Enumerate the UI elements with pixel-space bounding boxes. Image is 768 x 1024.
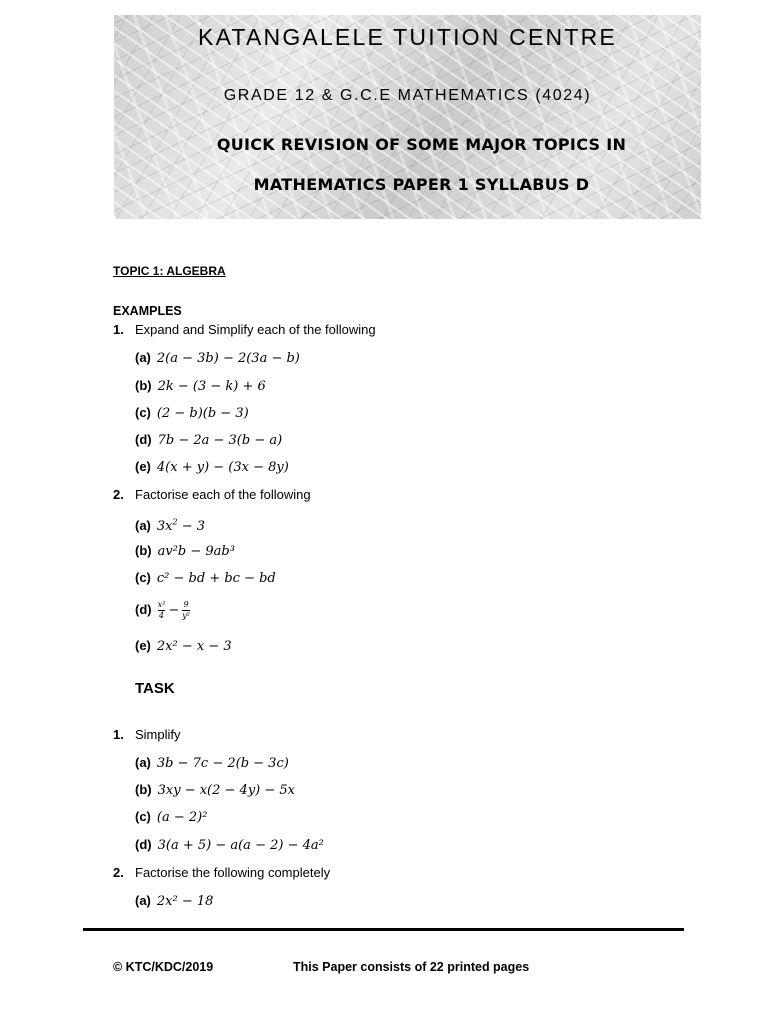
- question-instruction: Factorise the following completely: [135, 865, 331, 880]
- footer-divider: [83, 928, 684, 931]
- fraction-x-squared-over-4: $\frac{\text{x²}}{4}$: [157, 600, 166, 621]
- math-expression: (2 − b)(b − 3): [156, 406, 249, 421]
- example-1a: [135, 350, 300, 367]
- math-expression: $3x^2 - 3$: [156, 518, 206, 535]
- example-1e: [135, 459, 289, 476]
- footer-copyright: © KTC/KDC/2019: [113, 960, 214, 974]
- item-label: (c): [135, 570, 151, 585]
- item-label: (b): [135, 378, 152, 393]
- math-expression: 3(a + 5) − a(a − 2) − 4a²: [157, 838, 324, 853]
- question-number: 1.: [113, 322, 124, 337]
- example-2e: [135, 638, 232, 655]
- math-expression: 2x² − 18: [156, 894, 214, 909]
- task-1a: [135, 755, 289, 772]
- math-expression: av²b − 9ab³: [157, 544, 235, 559]
- example-2b: [135, 543, 235, 560]
- fraction-9-over-y-squared: $\frac{9}{\text{y²}}$: [182, 600, 190, 621]
- task-1b: [135, 782, 295, 799]
- item-label: (d): [135, 837, 152, 852]
- item-label: (d): [135, 432, 152, 447]
- footer-page-count: This Paper consists of 22 printed pages: [293, 960, 530, 974]
- task-heading: TASK: [135, 680, 175, 697]
- example-2-question: [113, 487, 311, 503]
- item-label: (e): [135, 638, 151, 653]
- item-label: (d): [135, 602, 152, 617]
- task-1-question: [113, 727, 181, 743]
- example-2a: [135, 515, 205, 535]
- item-label: (e): [135, 459, 151, 474]
- math-expression: 7b − 2a − 3(b − a): [157, 433, 283, 448]
- example-2d: [135, 598, 190, 623]
- example-2c: [135, 570, 276, 587]
- revision-title-line-1: QUICK REVISION OF SOME MAJOR TOPICS IN: [216, 135, 627, 154]
- topic-heading: TOPIC 1: ALGEBRA: [113, 264, 226, 278]
- item-label: (b): [135, 543, 152, 558]
- task-2a: [135, 893, 213, 910]
- item-label: (a): [135, 518, 151, 534]
- question-instruction: Factorise each of the following: [135, 487, 311, 502]
- centre-title: KATANGALELE TUITION CENTRE: [198, 24, 617, 50]
- example-1-question: [113, 322, 376, 338]
- math-expression: 2k − (3 − k) + 6: [157, 379, 266, 394]
- item-label: (c): [135, 809, 151, 824]
- math-expression: 3b − 7c − 2(b − 3c): [156, 756, 289, 771]
- task-1d: [135, 837, 324, 854]
- minus-sign: −: [168, 603, 180, 618]
- math-expression: (a − 2)²: [156, 810, 208, 825]
- task-2-question: [113, 865, 330, 881]
- question-instruction: Simplify: [135, 727, 181, 742]
- task-1c: [135, 809, 207, 826]
- example-1d: [135, 432, 282, 449]
- math-expression: 2(a − 3b) − 2(3a − b): [156, 351, 300, 366]
- math-expression: 4(x + y) − (3x − 8y): [156, 460, 289, 475]
- grade-subtitle: GRADE 12 & G.C.E MATHEMATICS (4024): [223, 87, 592, 104]
- math-expression: 2x² − x − 3: [156, 639, 232, 654]
- examples-heading: EXAMPLES: [113, 304, 182, 318]
- item-label: (a): [135, 350, 151, 365]
- example-1c: [135, 405, 249, 422]
- question-instruction: Expand and Simplify each of the following: [135, 322, 376, 337]
- header-banner: [114, 15, 701, 219]
- item-label: (a): [135, 755, 151, 770]
- item-label: (c): [135, 405, 151, 420]
- question-number: 2.: [113, 487, 124, 502]
- math-expression: c² − bd + bc − bd: [156, 571, 276, 586]
- revision-title-line-2: MATHEMATICS PAPER 1 SYLLABUS D: [253, 175, 590, 194]
- item-label: (b): [135, 782, 152, 797]
- math-expression: 3xy − x(2 − 4y) − 5x: [157, 783, 295, 798]
- question-number: 1.: [113, 727, 124, 742]
- question-number: 2.: [113, 865, 124, 880]
- item-label: (a): [135, 893, 151, 908]
- example-1b: [135, 378, 266, 395]
